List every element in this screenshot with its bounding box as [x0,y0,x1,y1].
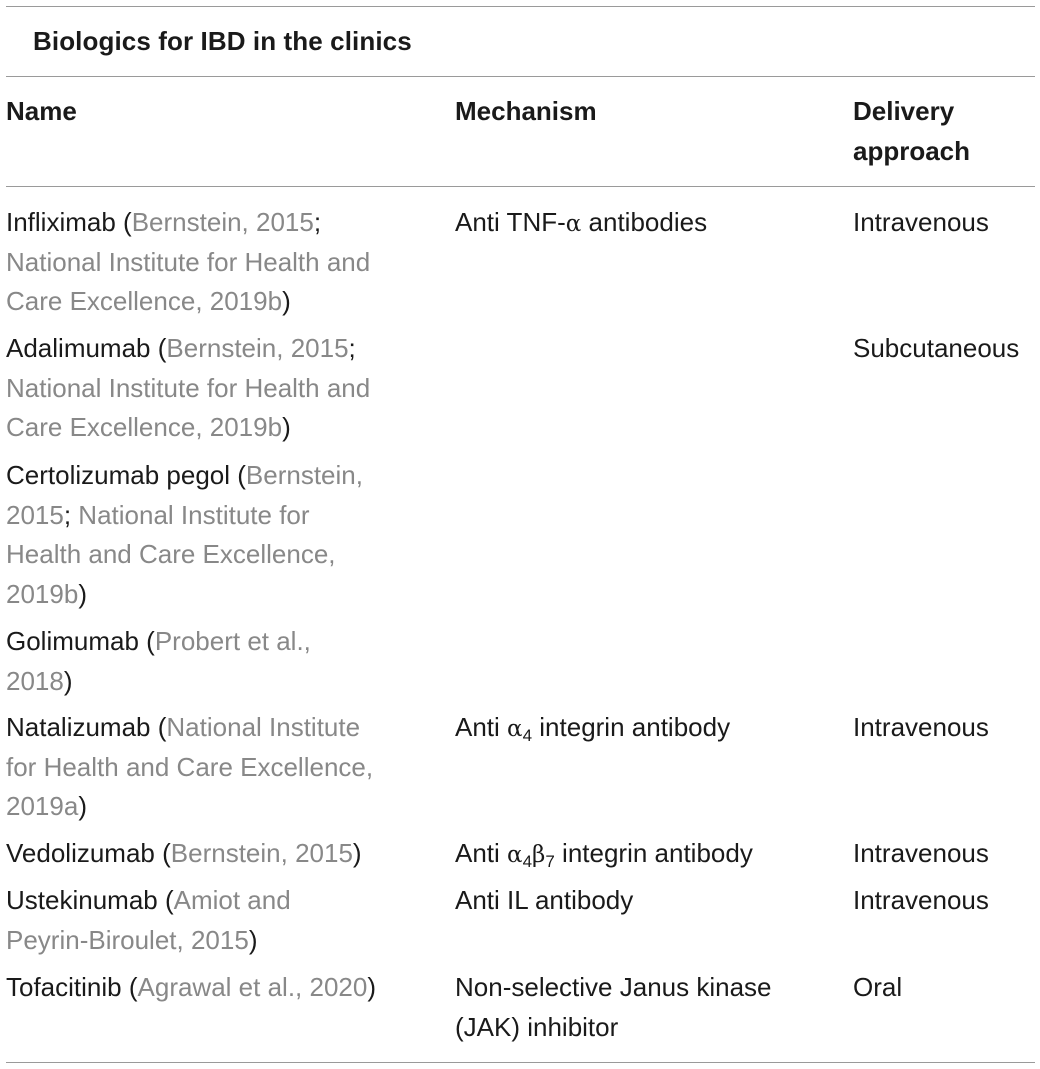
header-rule [6,186,1035,187]
table-row-delivery: Intravenous [853,712,989,742]
citation-link[interactable]: National Institute for [71,499,310,530]
citation-link[interactable]: Amiot and [173,885,291,915]
column-header-mechanism: Mechanism [455,96,597,126]
table-row-delivery: Oral [853,972,903,1002]
citation-link[interactable]: Health and Care Excellence, [6,539,336,569]
citation-link[interactable]: Probert et al., [154,626,311,656]
table-row-mechanism: Anti $\alpha_4\beta_7$ integrin antibody [455,838,753,871]
table-row-mechanism: Anti $\alpha_4$ integrin antibody [455,712,731,745]
citation-link[interactable]: Peyrin-Biroulet, 2015 [6,924,249,955]
table-row-delivery: Subcutaneous [853,333,1020,363]
table-row-mechanism: Anti TNF-α antibodies [455,207,708,237]
table-row-name: Infliximab (Bernstein, 2015; National Institute for Health and Care Excellence, 2019b) [6,207,371,316]
citation-link[interactable]: 2015 [6,499,64,530]
citation-link[interactable]: for Health and Care Excellence, [6,751,374,782]
citation-link[interactable]: Care Excellence, 2019b [6,286,283,316]
citation-link[interactable]: Agrawal et al., 2020 [137,972,368,1002]
table-row-name: Vedolizumab (Bernstein, 2015) [6,838,362,868]
table-row-name: Ustekinumab (Amiot and Peyrin-Biroulet, 2015) [6,885,291,955]
table-row-name: Certolizumab pegol (Bernstein, 2015; National Institute for Health and Care Excellence, 2019b) [6,460,363,609]
table-top-rule [6,6,1035,7]
citation-link[interactable]: National Institute [166,712,361,742]
table-row-name: Adalimumab (Bernstein, 2015; National Institute for Health and Care Excellence, 2019b) [6,333,371,442]
table-caption: Biologics for IBD in the clinics [33,26,412,56]
citation-link[interactable]: Bernstein, 2015 [131,207,314,237]
citation-link[interactable]: National Institute for Health and [6,372,371,403]
table-row-name: Golimumab (Probert et al., 2018) [6,626,311,696]
table-row-delivery: Intravenous [853,885,989,915]
citation-link[interactable]: National Institute for Health and [6,246,371,277]
table-row-name: Tofacitinib (Agrawal et al., 2020) [6,972,376,1002]
citation-link[interactable]: 2019a [6,791,79,821]
table-row-delivery: Intravenous [853,838,989,868]
column-header-delivery: Delivery approach [853,96,971,166]
caption-rule [6,76,1035,77]
citation-link[interactable]: Bernstein, [245,460,363,490]
citation-link[interactable]: Care Excellence, 2019b [6,412,283,442]
table-row-mechanism: Anti IL antibody [455,885,634,915]
table-bottom-rule [6,1062,1035,1063]
column-header-name: Name [6,96,77,126]
table-row-delivery: Intravenous [853,207,989,237]
citation-link[interactable]: Bernstein, 2015 [170,838,353,868]
table-row-name: Natalizumab (National Institute for Health and Care Excellence, 2019a) [6,712,374,821]
table-row-mechanism: Non-selective Janus kinase (JAK) inhibitor [455,972,772,1042]
citation-link[interactable]: 2018 [6,665,64,696]
citation-link[interactable]: Bernstein, 2015 [166,333,349,363]
citation-link[interactable]: 2019b [6,578,79,609]
